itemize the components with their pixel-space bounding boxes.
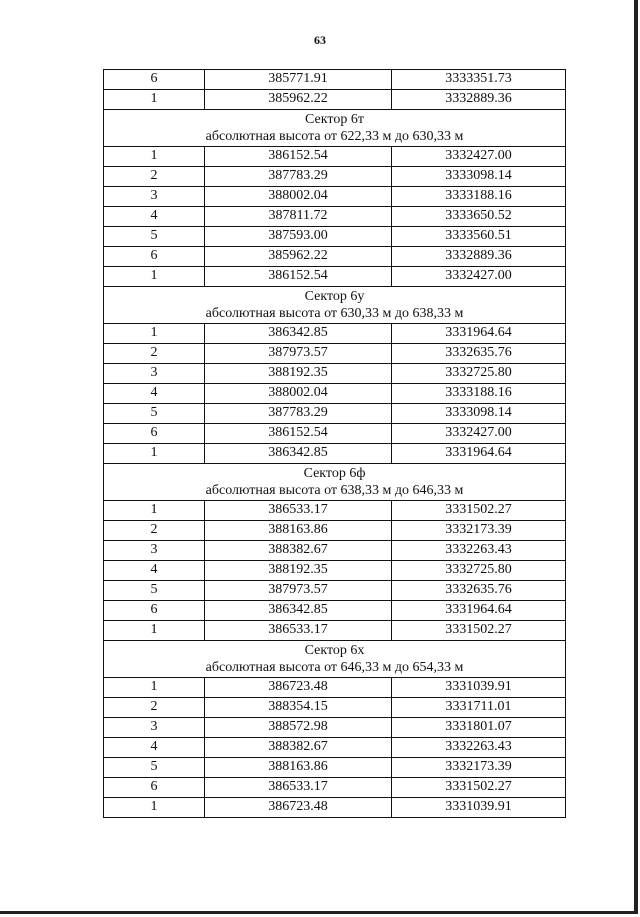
point-number-cell: 5 bbox=[104, 227, 205, 247]
y-coordinate-cell: 3331502.27 bbox=[392, 778, 566, 798]
sector-title: Сектор 6ф bbox=[303, 466, 366, 481]
point-number-cell: 6 bbox=[104, 70, 205, 90]
x-coordinate-cell: 387783.29 bbox=[205, 167, 392, 187]
sector-header-row bbox=[104, 287, 566, 324]
table-row bbox=[104, 698, 566, 718]
point-number-cell: 1 bbox=[104, 90, 205, 110]
sector-altitude-range: абсолютная высота от 630,33 м до 638,33 м bbox=[205, 306, 464, 321]
sector-header-row bbox=[104, 110, 566, 147]
page-number: 63 bbox=[314, 33, 326, 47]
table-row bbox=[104, 384, 566, 404]
sector-header-cell bbox=[104, 641, 566, 678]
point-number-cell: 4 bbox=[104, 738, 205, 758]
point-number-cell: 2 bbox=[104, 521, 205, 541]
table-row bbox=[104, 561, 566, 581]
table-row bbox=[104, 678, 566, 698]
y-coordinate-cell: 3331039.91 bbox=[392, 678, 566, 698]
y-coordinate-cell: 3331964.64 bbox=[392, 324, 566, 344]
sector-altitude-range: абсолютная высота от 622,33 м до 630,33 м bbox=[205, 129, 464, 144]
x-coordinate-cell: 386723.48 bbox=[205, 678, 392, 698]
point-number-cell: 2 bbox=[104, 167, 205, 187]
y-coordinate-cell: 3332263.43 bbox=[392, 738, 566, 758]
x-coordinate-cell: 386342.85 bbox=[205, 601, 392, 621]
table-row bbox=[104, 541, 566, 561]
point-number-cell: 6 bbox=[104, 424, 205, 444]
y-coordinate-cell: 3332263.43 bbox=[392, 541, 566, 561]
y-coordinate-cell: 3332889.36 bbox=[392, 90, 566, 110]
sector-title: Сектор 6т bbox=[305, 112, 364, 127]
y-coordinate-cell: 3332427.00 bbox=[392, 424, 566, 444]
y-coordinate-cell: 3331964.64 bbox=[392, 444, 566, 464]
y-coordinate-cell: 3333650.52 bbox=[392, 207, 566, 227]
y-coordinate-cell: 3331711.01 bbox=[392, 698, 566, 718]
sector-header-cell bbox=[104, 287, 566, 324]
y-coordinate-cell: 3331502.27 bbox=[392, 621, 566, 641]
table-row bbox=[104, 798, 566, 818]
coordinates-table bbox=[103, 69, 566, 818]
table-row bbox=[104, 247, 566, 267]
point-number-cell: 1 bbox=[104, 267, 205, 287]
x-coordinate-cell: 388192.35 bbox=[205, 364, 392, 384]
point-number-cell: 1 bbox=[104, 501, 205, 521]
y-coordinate-cell: 3332725.80 bbox=[392, 364, 566, 384]
table-row bbox=[104, 227, 566, 247]
table-row bbox=[104, 90, 566, 110]
point-number-cell: 1 bbox=[104, 678, 205, 698]
x-coordinate-cell: 388163.86 bbox=[205, 758, 392, 778]
point-number-cell: 3 bbox=[104, 364, 205, 384]
sector-altitude-range: абсолютная высота от 638,33 м до 646,33 м bbox=[205, 483, 464, 498]
y-coordinate-cell: 3331502.27 bbox=[392, 501, 566, 521]
point-number-cell: 2 bbox=[104, 344, 205, 364]
sector-title: Сектор 6х bbox=[304, 643, 365, 658]
x-coordinate-cell: 387811.72 bbox=[205, 207, 392, 227]
point-number-cell: 4 bbox=[104, 561, 205, 581]
point-number-cell: 1 bbox=[104, 621, 205, 641]
x-coordinate-cell: 386533.17 bbox=[205, 621, 392, 641]
y-coordinate-cell: 3333188.16 bbox=[392, 187, 566, 207]
x-coordinate-cell: 386152.54 bbox=[205, 267, 392, 287]
y-coordinate-cell: 3332725.80 bbox=[392, 561, 566, 581]
x-coordinate-cell: 388354.15 bbox=[205, 698, 392, 718]
point-number-cell: 3 bbox=[104, 187, 205, 207]
table-row bbox=[104, 738, 566, 758]
point-number-cell: 6 bbox=[104, 601, 205, 621]
table-row bbox=[104, 424, 566, 444]
sector-header-row bbox=[104, 641, 566, 678]
table-row bbox=[104, 758, 566, 778]
x-coordinate-cell: 385771.91 bbox=[205, 70, 392, 90]
point-number-cell: 3 bbox=[104, 718, 205, 738]
x-coordinate-cell: 386533.17 bbox=[205, 778, 392, 798]
table-row bbox=[104, 501, 566, 521]
point-number-cell: 5 bbox=[104, 758, 205, 778]
y-coordinate-cell: 3332635.76 bbox=[392, 581, 566, 601]
y-coordinate-cell: 3331801.07 bbox=[392, 718, 566, 738]
point-number-cell: 4 bbox=[104, 207, 205, 227]
y-coordinate-cell: 3333560.51 bbox=[392, 227, 566, 247]
sector-header-cell bbox=[104, 464, 566, 501]
y-coordinate-cell: 3332427.00 bbox=[392, 147, 566, 167]
sector-header-cell bbox=[104, 110, 566, 147]
x-coordinate-cell: 387783.29 bbox=[205, 404, 392, 424]
point-number-cell: 4 bbox=[104, 384, 205, 404]
y-coordinate-cell: 3331039.91 bbox=[392, 798, 566, 818]
y-coordinate-cell: 3331964.64 bbox=[392, 601, 566, 621]
sector-altitude-range: абсолютная высота от 646,33 м до 654,33 м bbox=[205, 660, 464, 675]
x-coordinate-cell: 386533.17 bbox=[205, 501, 392, 521]
point-number-cell: 5 bbox=[104, 581, 205, 601]
y-coordinate-cell: 3332173.39 bbox=[392, 758, 566, 778]
x-coordinate-cell: 388002.04 bbox=[205, 384, 392, 404]
y-coordinate-cell: 3332635.76 bbox=[392, 344, 566, 364]
x-coordinate-cell: 386342.85 bbox=[205, 444, 392, 464]
table-row bbox=[104, 147, 566, 167]
point-number-cell: 1 bbox=[104, 147, 205, 167]
table-row bbox=[104, 581, 566, 601]
x-coordinate-cell: 387973.57 bbox=[205, 581, 392, 601]
sector-title: Сектор 6у bbox=[304, 289, 365, 304]
point-number-cell: 3 bbox=[104, 541, 205, 561]
table-row bbox=[104, 778, 566, 798]
coordinates-table-body bbox=[104, 70, 566, 818]
table-row bbox=[104, 70, 566, 90]
x-coordinate-cell: 385962.22 bbox=[205, 90, 392, 110]
y-coordinate-cell: 3333188.16 bbox=[392, 384, 566, 404]
y-coordinate-cell: 3333351.73 bbox=[392, 70, 566, 90]
x-coordinate-cell: 386152.54 bbox=[205, 147, 392, 167]
point-number-cell: 1 bbox=[104, 324, 205, 344]
x-coordinate-cell: 388163.86 bbox=[205, 521, 392, 541]
table-row bbox=[104, 324, 566, 344]
x-coordinate-cell: 388192.35 bbox=[205, 561, 392, 581]
x-coordinate-cell: 385962.22 bbox=[205, 247, 392, 267]
y-coordinate-cell: 3332427.00 bbox=[392, 267, 566, 287]
table-row bbox=[104, 718, 566, 738]
table-row bbox=[104, 344, 566, 364]
table-row bbox=[104, 404, 566, 424]
table-row bbox=[104, 207, 566, 227]
table-row bbox=[104, 621, 566, 641]
x-coordinate-cell: 388382.67 bbox=[205, 541, 392, 561]
point-number-cell: 6 bbox=[104, 247, 205, 267]
x-coordinate-cell: 388382.67 bbox=[205, 738, 392, 758]
x-coordinate-cell: 386342.85 bbox=[205, 324, 392, 344]
y-coordinate-cell: 3332173.39 bbox=[392, 521, 566, 541]
x-coordinate-cell: 388002.04 bbox=[205, 187, 392, 207]
table-row bbox=[104, 267, 566, 287]
x-coordinate-cell: 387593.00 bbox=[205, 227, 392, 247]
table-row bbox=[104, 167, 566, 187]
point-number-cell: 2 bbox=[104, 698, 205, 718]
table-row bbox=[104, 601, 566, 621]
x-coordinate-cell: 386723.48 bbox=[205, 798, 392, 818]
point-number-cell: 6 bbox=[104, 778, 205, 798]
point-number-cell: 1 bbox=[104, 444, 205, 464]
point-number-cell: 1 bbox=[104, 798, 205, 818]
table-row bbox=[104, 521, 566, 541]
point-number-cell: 5 bbox=[104, 404, 205, 424]
table-row bbox=[104, 364, 566, 384]
y-coordinate-cell: 3333098.14 bbox=[392, 404, 566, 424]
sector-header-row bbox=[104, 464, 566, 501]
table-row bbox=[104, 444, 566, 464]
y-coordinate-cell: 3333098.14 bbox=[392, 167, 566, 187]
table-row bbox=[104, 187, 566, 207]
x-coordinate-cell: 388572.98 bbox=[205, 718, 392, 738]
x-coordinate-cell: 387973.57 bbox=[205, 344, 392, 364]
y-coordinate-cell: 3332889.36 bbox=[392, 247, 566, 267]
x-coordinate-cell: 386152.54 bbox=[205, 424, 392, 444]
